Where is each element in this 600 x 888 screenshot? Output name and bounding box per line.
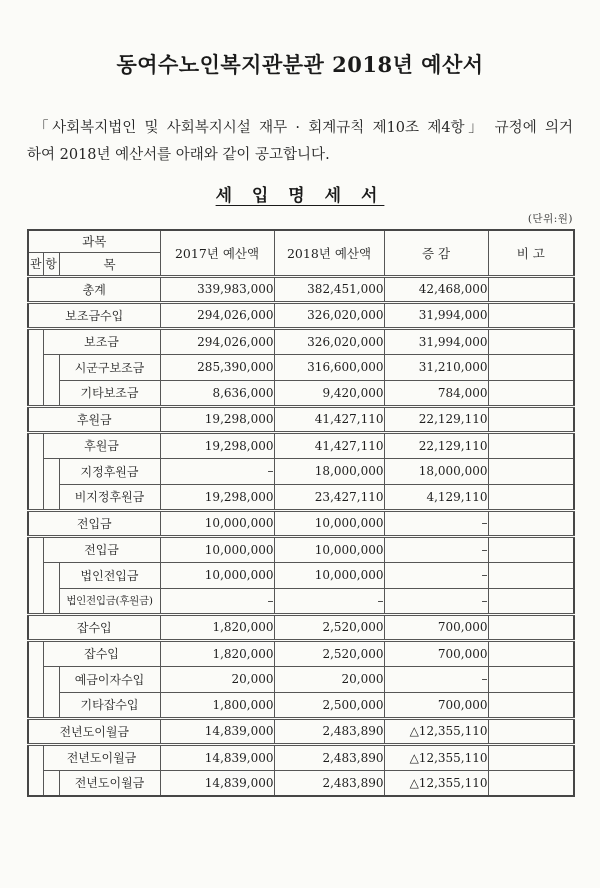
cell-note	[488, 692, 574, 718]
cell-change: 784,000	[384, 380, 488, 406]
cell-change: △12,355,110	[384, 744, 488, 770]
cell-category: 전년도이월금	[43, 744, 160, 770]
cell-2018: 10,000,000	[274, 536, 384, 562]
cell-hang-spacer	[43, 562, 59, 614]
header-cell-2018: 2018년 예산액	[274, 230, 384, 276]
budget-table-head	[28, 230, 574, 276]
cell-2017: 14,839,000	[160, 718, 274, 744]
cell-note	[488, 536, 574, 562]
table-row	[28, 406, 574, 432]
cell-2017: 10,000,000	[160, 536, 274, 562]
cell-change: 700,000	[384, 640, 488, 666]
cell-hang-spacer	[43, 458, 59, 510]
cell-2017: 339,983,000	[160, 276, 274, 302]
cell-2017: 285,390,000	[160, 354, 274, 380]
cell-2018: 326,020,000	[274, 302, 384, 328]
cell-category: 전입금	[28, 510, 160, 536]
table-row	[28, 770, 574, 796]
cell-note	[488, 458, 574, 484]
table-row	[28, 458, 574, 484]
cell-note	[488, 718, 574, 744]
cell-2018: 316,600,000	[274, 354, 384, 380]
table-row	[28, 562, 574, 588]
cell-2018: 2,483,890	[274, 744, 384, 770]
cell-2018: 10,000,000	[274, 562, 384, 588]
cell-2018: 2,520,000	[274, 640, 384, 666]
cell-gwan-spacer	[28, 744, 43, 796]
table-row	[28, 354, 574, 380]
cell-gwan-spacer	[28, 432, 43, 510]
table-row	[28, 640, 574, 666]
cell-2018: 2,520,000	[274, 614, 384, 640]
intro-line-2: 하여 2018년 예산서를 아래와 같이 공고합니다.	[27, 147, 330, 163]
cell-category: 보조금	[43, 328, 160, 354]
header-cell-mok: 목	[59, 252, 160, 276]
cell-2018: 326,020,000	[274, 328, 384, 354]
cell-2017: –	[160, 588, 274, 614]
cell-note	[488, 588, 574, 614]
table-row	[28, 276, 574, 302]
cell-gwan-spacer	[28, 328, 43, 406]
cell-2018: 20,000	[274, 666, 384, 692]
cell-change: 700,000	[384, 614, 488, 640]
cell-2017: 14,839,000	[160, 744, 274, 770]
cell-2018: 23,427,110	[274, 484, 384, 510]
section-title-wrap	[27, 181, 573, 206]
cell-2017: 1,800,000	[160, 692, 274, 718]
cell-note	[488, 484, 574, 510]
cell-note	[488, 302, 574, 328]
cell-category: 후원금	[28, 406, 160, 432]
cell-change: 22,129,110	[384, 432, 488, 458]
table-row	[28, 328, 574, 354]
cell-change: 31,210,000	[384, 354, 488, 380]
cell-change: 4,129,110	[384, 484, 488, 510]
cell-2017: 19,298,000	[160, 432, 274, 458]
cell-category: 시군구보조금	[59, 354, 160, 380]
table-row	[28, 666, 574, 692]
table-row	[28, 588, 574, 614]
cell-category: 전입금	[43, 536, 160, 562]
header-cell-gwamok: 과목	[28, 230, 160, 252]
cell-change: –	[384, 536, 488, 562]
cell-note	[488, 328, 574, 354]
cell-2017: 14,839,000	[160, 770, 274, 796]
cell-2018: 2,483,890	[274, 718, 384, 744]
cell-change: 42,468,000	[384, 276, 488, 302]
table-row	[28, 510, 574, 536]
cell-note	[488, 770, 574, 796]
cell-change: –	[384, 510, 488, 536]
cell-2018: 41,427,110	[274, 406, 384, 432]
cell-2018: 2,483,890	[274, 770, 384, 796]
header-cell-2017: 2017년 예산액	[160, 230, 274, 276]
cell-gwan-spacer	[28, 640, 43, 718]
table-row	[28, 614, 574, 640]
cell-change: 700,000	[384, 692, 488, 718]
header-row-1	[28, 230, 574, 252]
document-page	[0, 49, 600, 797]
cell-change: –	[384, 562, 488, 588]
cell-2017: 294,026,000	[160, 302, 274, 328]
cell-2018: 18,000,000	[274, 458, 384, 484]
cell-2018: 10,000,000	[274, 510, 384, 536]
table-row	[28, 484, 574, 510]
cell-2018: –	[274, 588, 384, 614]
cell-2017: 8,636,000	[160, 380, 274, 406]
cell-2017: 294,026,000	[160, 328, 274, 354]
table-row	[28, 302, 574, 328]
unit-note: (단위:원)	[527, 213, 573, 225]
cell-category: 지정후원금	[59, 458, 160, 484]
cell-note	[488, 562, 574, 588]
cell-category: 총계	[28, 276, 160, 302]
cell-category: 예금이자수입	[59, 666, 160, 692]
cell-hang-spacer	[43, 666, 59, 718]
cell-category: 잡수입	[43, 640, 160, 666]
budget-table-body	[28, 276, 574, 796]
cell-note	[488, 432, 574, 458]
cell-gwan-spacer	[28, 536, 43, 614]
cell-note	[488, 510, 574, 536]
cell-2018: 2,500,000	[274, 692, 384, 718]
cell-2017: –	[160, 458, 274, 484]
cell-change: △12,355,110	[384, 718, 488, 744]
cell-category: 기타잡수입	[59, 692, 160, 718]
cell-note	[488, 380, 574, 406]
table-row	[28, 536, 574, 562]
cell-category: 후원금	[43, 432, 160, 458]
table-row	[28, 744, 574, 770]
cell-2017: 19,298,000	[160, 484, 274, 510]
cell-hang-spacer	[43, 354, 59, 406]
cell-note	[488, 614, 574, 640]
header-cell-note: 비 고	[488, 230, 574, 276]
cell-category: 법인전입금(후원금)	[59, 588, 160, 614]
cell-2017: 1,820,000	[160, 614, 274, 640]
cell-note	[488, 276, 574, 302]
cell-2018: 9,420,000	[274, 380, 384, 406]
cell-change: –	[384, 666, 488, 692]
cell-2018: 41,427,110	[274, 432, 384, 458]
cell-category: 기타보조금	[59, 380, 160, 406]
cell-2017: 20,000	[160, 666, 274, 692]
cell-category: 법인전입금	[59, 562, 160, 588]
header-cell-gwan: 관	[28, 252, 43, 276]
cell-note	[488, 640, 574, 666]
cell-2017: 19,298,000	[160, 406, 274, 432]
cell-change: 18,000,000	[384, 458, 488, 484]
cell-2017: 10,000,000	[160, 510, 274, 536]
table-row	[28, 432, 574, 458]
cell-2017: 1,820,000	[160, 640, 274, 666]
cell-note	[488, 406, 574, 432]
cell-note	[488, 354, 574, 380]
cell-category: 비지정후원금	[59, 484, 160, 510]
document-title: 동여수노인복지관분관 2018년 예산서	[116, 52, 484, 77]
header-cell-hang: 항	[43, 252, 59, 276]
cell-change: △12,355,110	[384, 770, 488, 796]
cell-2018: 382,451,000	[274, 276, 384, 302]
cell-change: 22,129,110	[384, 406, 488, 432]
budget-table	[27, 229, 575, 797]
table-row	[28, 380, 574, 406]
cell-category: 전년도이월금	[28, 718, 160, 744]
cell-note	[488, 744, 574, 770]
section-title: 세 입 명 세 서	[215, 186, 385, 206]
cell-change: 31,994,000	[384, 328, 488, 354]
cell-note	[488, 666, 574, 692]
cell-category: 보조금수입	[28, 302, 160, 328]
table-row	[28, 692, 574, 718]
cell-hang-spacer	[43, 770, 59, 796]
intro-paragraph	[27, 115, 573, 169]
table-row	[28, 718, 574, 744]
cell-change: –	[384, 588, 488, 614]
cell-change: 31,994,000	[384, 302, 488, 328]
cell-category: 전년도이월금	[59, 770, 160, 796]
header-cell-change: 증 감	[384, 230, 488, 276]
intro-line-1: 「사회복지법인 및 사회복지시설 재무 · 회계규칙 제10조 제4항」 규정에 의거	[34, 120, 573, 136]
cell-category: 잡수입	[28, 614, 160, 640]
cell-2017: 10,000,000	[160, 562, 274, 588]
